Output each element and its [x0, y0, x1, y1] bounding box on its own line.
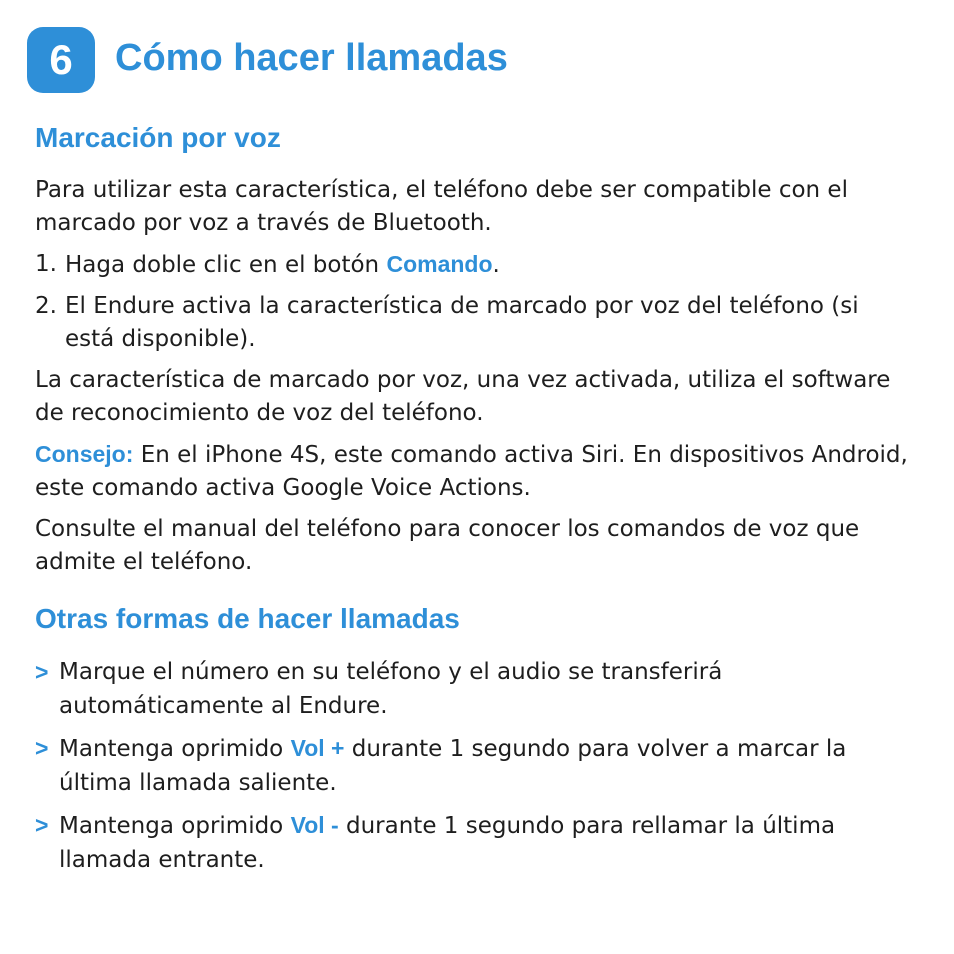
tip-text: En el iPhone 4S, este comando activa Siri. En dispositivos Android, este comando activa Google Voice Actions. [35, 442, 908, 501]
list-item-text-pre: Mantenga oprimido [59, 736, 291, 762]
heading-voice-dialing: Marcación por voz [35, 122, 281, 153]
step-2 [35, 290, 915, 356]
tip-paragraph [35, 438, 915, 505]
content [35, 120, 915, 877]
section-header [27, 27, 508, 93]
chevron-right-icon: > [35, 735, 49, 761]
list-item-text-pre: Mantenga oprimido [59, 813, 291, 839]
step-1 [35, 248, 915, 282]
heading-other-ways: Otras formas de hacer llamadas [35, 603, 460, 634]
command-button-label: Comando [386, 251, 493, 277]
vol-minus-label: Vol - [290, 812, 339, 838]
section-number-badge: 6 [27, 27, 95, 93]
manual-paragraph: Consulte el manual del teléfono para conocer los comandos de voz que admite el teléfono. [35, 516, 860, 575]
step-text-post: . [492, 252, 500, 278]
vol-plus-label: Vol + [290, 735, 345, 761]
tip-label: Consejo: [35, 441, 134, 467]
step-text-pre: Haga doble clic en el botón [65, 252, 387, 278]
step-text: El Endure activa la característica de marcado por voz del teléfono (si está disponible). [65, 293, 859, 352]
list-item-text-post: durante 1 segundo para rellamar la última llamada entrante. [59, 813, 836, 873]
list-item [35, 808, 915, 877]
list-item-text [59, 808, 915, 877]
page-title: Cómo hacer llamadas [115, 37, 508, 79]
list-item-text-post: durante 1 segundo para volver a marcar la última llamada saliente. [59, 736, 847, 796]
list-item [35, 655, 915, 723]
chevron-right-icon: > [35, 659, 49, 685]
step-number: 1. [35, 251, 57, 277]
list-item [35, 731, 915, 800]
intro-paragraph: Para utilizar esta característica, el teléfono debe ser compatible con el marcado por voz a través de Bluetooth. [35, 177, 848, 236]
chevron-right-icon: > [35, 812, 49, 838]
list-item-text: Marque el número en su teléfono y el audio se transferirá automáticamente al Endure. [59, 659, 723, 719]
step-text [65, 248, 500, 282]
step-number: 2. [35, 293, 57, 319]
list-item-text [59, 731, 915, 800]
activation-paragraph: La característica de marcado por voz, una vez activada, utiliza el software de reconocimiento de voz del teléfono. [35, 367, 891, 426]
